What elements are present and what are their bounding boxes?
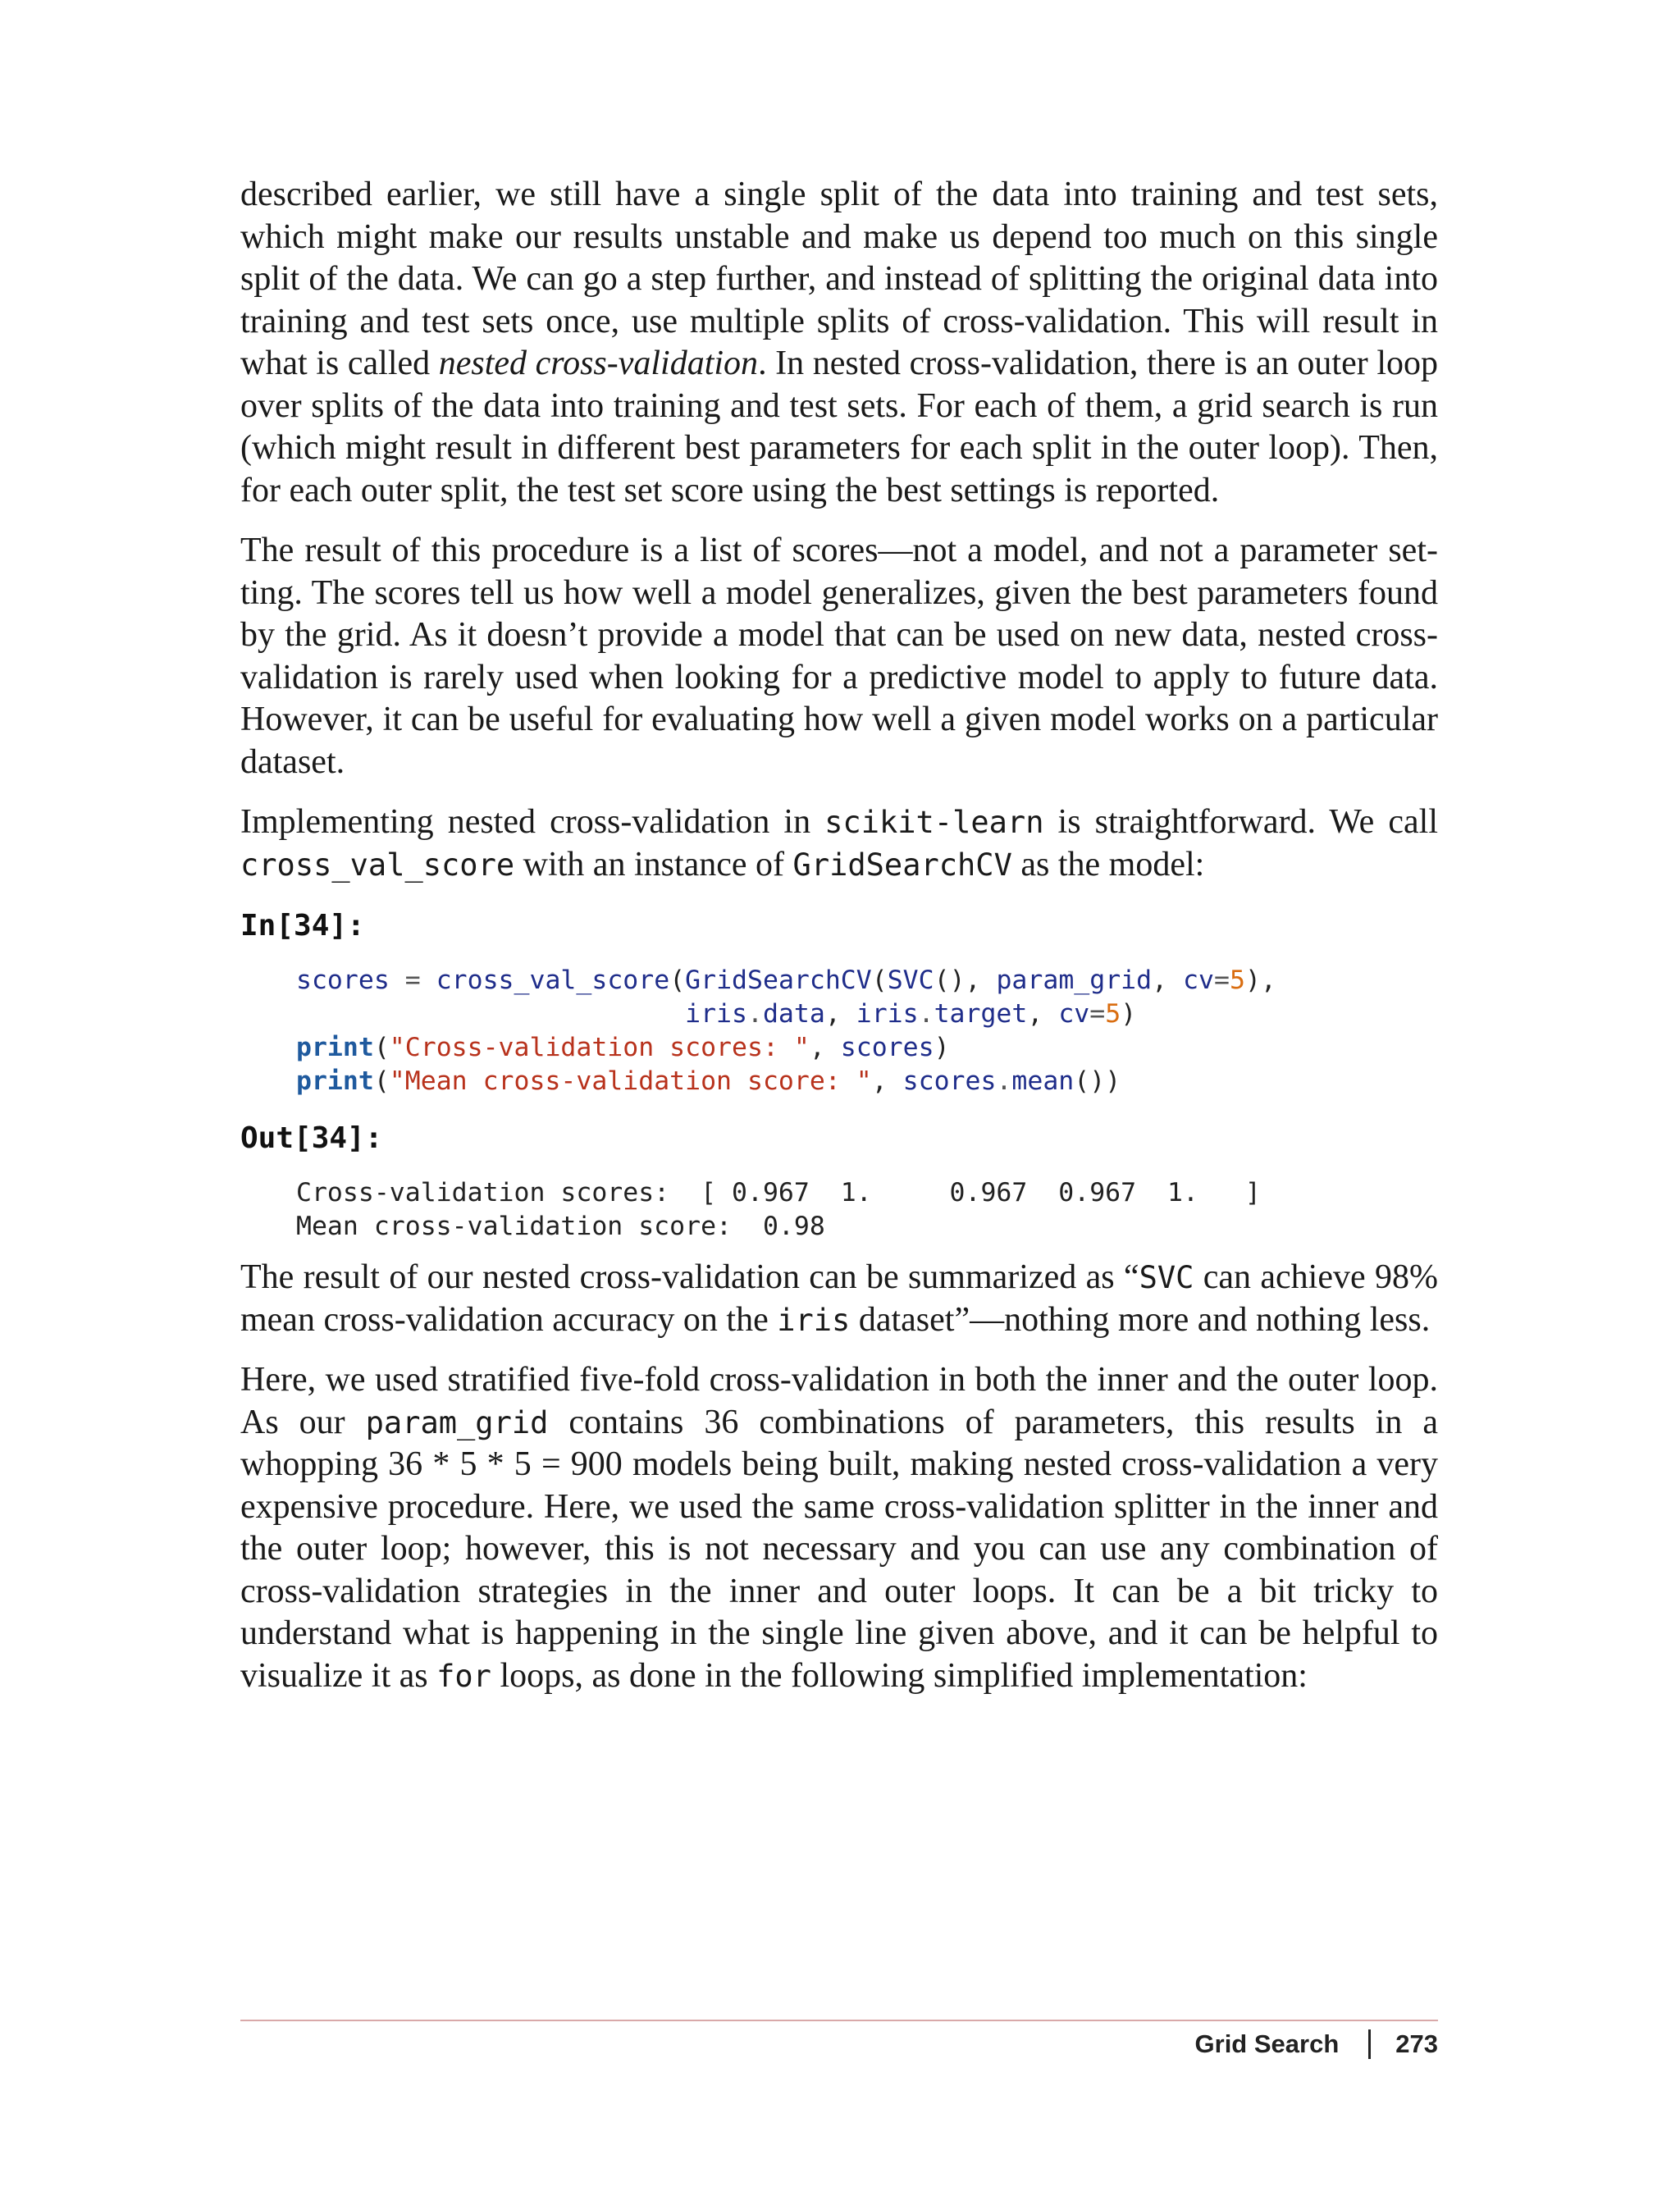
code-token: scores [296, 966, 390, 995]
output-block [296, 1176, 1438, 1244]
code-token: scores [902, 1066, 997, 1096]
code-token: SVC [887, 966, 934, 995]
page-footer [1195, 2029, 1438, 2059]
code-token: cv [1058, 999, 1090, 1029]
code-token: = [1089, 999, 1106, 1029]
code-token: iris [856, 999, 919, 1029]
code-line [296, 998, 1438, 1031]
code-token: mean [1011, 1066, 1075, 1096]
code-token: print [296, 1066, 374, 1096]
paragraph-stratified [240, 1359, 1438, 1697]
text-span: The result of our nested cross-validation can be summarized as “ [240, 1258, 1139, 1296]
code-token: "Mean cross-validation score: " [389, 1066, 872, 1096]
code-token: data [762, 999, 825, 1029]
code-token: ), [1244, 966, 1276, 995]
code-token: = [1214, 966, 1230, 995]
emphasis-term: nested cross-validation [438, 345, 759, 382]
code-token: , [871, 1066, 903, 1096]
code-line [296, 964, 1438, 998]
text-span: Implementing nested cross-validation in [240, 803, 825, 841]
text-span: contains 36 combinations of parameters, this results in a whopping 36 * 5 * 5 = 900 models being built, making nested cross-validation a very expensive procedure. Here, we used the same cross-validation splitter in the inner and the outer loop; however, this is not necessary and you can use any combination of cross-validation strategies in the inner and outer loops. It can be a bit tricky to understand what is happening in the single line given above, and it can be helpful to visualize it as [240, 1403, 1438, 1695]
code-token: "Cross-validation scores: " [389, 1033, 810, 1062]
text-span: as the model: [1011, 845, 1205, 883]
code-token: ( [373, 1033, 390, 1062]
code-token: ()) [1074, 1066, 1121, 1096]
text-span: dataset”—nothing more and nothing less. [850, 1300, 1431, 1339]
text-span: can achieve 98% mean cross-validation accuracy on the [240, 1258, 1438, 1339]
inline-code: for [436, 1658, 491, 1694]
footer-rule [240, 2020, 1438, 2021]
paragraph-summary [240, 1257, 1438, 1341]
code-token: 5 [1229, 966, 1245, 995]
output-prompt: Out[34]: [240, 1121, 383, 1155]
code-token: . [918, 999, 934, 1029]
page-number: 273 [1395, 2029, 1438, 2058]
inline-code: SVC [1139, 1260, 1194, 1295]
code-token: print [296, 1033, 374, 1062]
code-indent [296, 999, 685, 1029]
page-body [240, 174, 1438, 1715]
text-span: . In nested cross-validation, there is an outer loop over splits of the data into training and test sets. For each of them, a grid search is run (which might result in different best parameters for each split in the outer loop). Then, for each outer split, the test set score using the best settings is reported. [240, 345, 1439, 509]
text-span: is straightforward. We call [1043, 803, 1438, 841]
code-token: cv [1183, 966, 1214, 995]
code-token: ) [1121, 999, 1137, 1029]
code-token: ( [669, 966, 686, 995]
code-block [296, 964, 1438, 1098]
code-token: , [1152, 966, 1184, 995]
output-line: Cross-validation scores: [ 0.967 1. 0.967 0.967 1. ] [296, 1178, 1261, 1208]
code-token: 5 [1105, 999, 1121, 1029]
code-token: cross_val_score [436, 966, 670, 995]
output-line: Mean cross-validation score: 0.98 [296, 1212, 825, 1241]
code-token: . [996, 1066, 1012, 1096]
text-span: Here, we used stratified five-fold cross-validation in both the inner and the outer loop. As our [240, 1361, 1438, 1441]
code-token: . [746, 999, 763, 1029]
input-prompt: In[34]: [240, 909, 365, 943]
code-token: , [809, 1033, 841, 1062]
code-token: iris [685, 999, 747, 1029]
code-token: ) [934, 1033, 950, 1062]
footer-separator [1368, 2029, 1371, 2059]
code-token: ( [871, 966, 888, 995]
paragraph-nested-cv-intro [240, 174, 1438, 512]
code-line [296, 1031, 1438, 1065]
inline-code: GridSearchCV [792, 847, 1012, 883]
text-span: loops, as done in the following simplified implementation: [491, 1656, 1308, 1695]
paragraph-implementing [240, 801, 1438, 886]
code-token: scores [840, 1033, 934, 1062]
text-span: with an instance of [514, 845, 793, 883]
paragraph-result-procedure: The result of this procedure is a list of scores—not a model, and not a parameter setting. The scores tell us how well a model generalizes, given the best parameters found by the grid. As it doesn’t provide a model that can be used on new data, nested cross-validation is rarely used when looking for a predictive model to apply to future data. However, it can be useful for evaluating how well a given model works on a particular dataset. [240, 532, 1438, 781]
code-token: = [389, 966, 436, 995]
code-token: , [824, 999, 856, 1029]
code-token: ( [373, 1066, 390, 1096]
footer-section-title: Grid Search [1194, 2029, 1340, 2058]
text-span: described earlier, we still have a single split of the data into training and test sets, which might make our results unstable and make us depend too much on this single split of the data. We can go a step further, and instead of splitting the original data into training and test sets once, use multiple splits of cross-validation. This will result in what is called [240, 176, 1438, 382]
code-line [296, 1065, 1438, 1098]
inline-code: param_grid [365, 1404, 549, 1440]
inline-code: scikit-learn [824, 805, 1044, 840]
code-token: param_grid [996, 966, 1153, 995]
code-token: , [1027, 999, 1059, 1029]
code-token: GridSearchCV [685, 966, 872, 995]
code-token: (), [934, 966, 997, 995]
code-token: target [934, 999, 1028, 1029]
inline-code: cross_val_score [240, 847, 515, 883]
inline-code: iris [777, 1302, 851, 1338]
